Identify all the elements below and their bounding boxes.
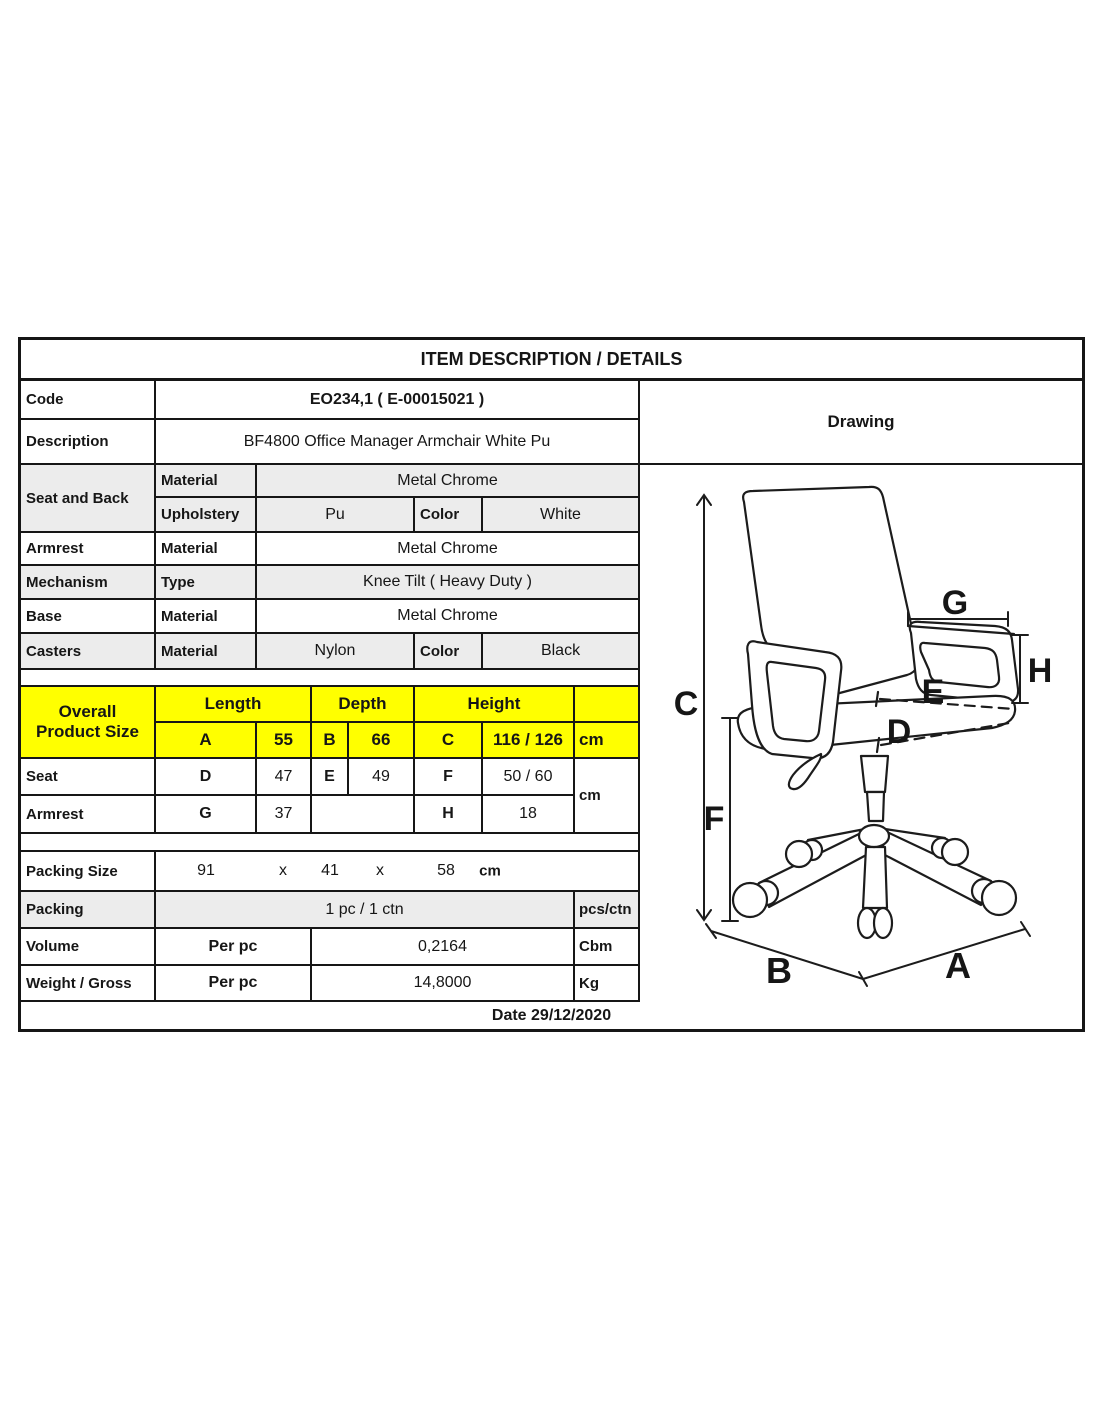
base-material-value: Metal Chrome bbox=[257, 600, 640, 634]
dim-g-value: 37 bbox=[257, 796, 312, 834]
seat-back-upholstery-value: Pu bbox=[257, 498, 415, 533]
dim-d-key: D bbox=[156, 759, 257, 796]
spacer-row bbox=[21, 834, 640, 852]
code-label: Code bbox=[21, 381, 156, 420]
seat-back-block bbox=[21, 465, 640, 533]
mechanism-type-value: Knee Tilt ( Heavy Duty ) bbox=[257, 566, 640, 600]
dim-e-value: 49 bbox=[349, 759, 415, 796]
dim-label-d: D bbox=[886, 713, 912, 751]
packing-size-x1: x bbox=[279, 862, 287, 879]
dim-g-key: G bbox=[156, 796, 257, 834]
depth-header: Depth bbox=[312, 687, 415, 723]
packing-size-dim2: 41 bbox=[321, 862, 339, 879]
armrest-group-label: Armrest bbox=[21, 533, 156, 566]
caster-lower-right bbox=[982, 881, 1016, 915]
volume-unit: Cbm bbox=[575, 929, 640, 966]
armrest-material-label: Material bbox=[156, 533, 257, 566]
overall-unit: cm bbox=[575, 723, 640, 759]
dim-label-b: B bbox=[766, 950, 792, 991]
seat-dims-label: Seat bbox=[21, 759, 156, 796]
description-row bbox=[21, 420, 640, 465]
spacer-row bbox=[21, 670, 640, 687]
length-header: Length bbox=[156, 687, 312, 723]
dim-line-c bbox=[697, 495, 711, 920]
chair-tilt-lever bbox=[789, 754, 821, 789]
seat-back-group-label: Seat and Back bbox=[21, 465, 156, 533]
weight-basis: Per pc bbox=[156, 966, 312, 1002]
dim-label-g: G bbox=[941, 584, 969, 622]
seat-armrest-dims-block bbox=[21, 759, 640, 834]
base-group-label: Base bbox=[21, 600, 156, 634]
code-value: EO234,1 ( E-00015021 ) bbox=[156, 381, 640, 420]
drawing-header: Drawing bbox=[640, 381, 1082, 465]
dim-c-value: 116 / 126 bbox=[483, 723, 575, 759]
chair-technical-drawing bbox=[640, 465, 1082, 1002]
seat-armrest-unit: cm bbox=[575, 759, 640, 834]
dim-c-key: C bbox=[415, 723, 483, 759]
armrest-dims-label: Armrest bbox=[21, 796, 156, 834]
seat-back-upholstery-label: Upholstery bbox=[156, 498, 257, 533]
packing-size-unit: cm bbox=[479, 862, 501, 880]
volume-label: Volume bbox=[21, 929, 156, 966]
dim-label-e: E bbox=[921, 673, 945, 711]
height-header: Height bbox=[415, 687, 575, 723]
seat-dims-row bbox=[21, 759, 575, 796]
seat-back-color-label: Color bbox=[415, 498, 483, 533]
casters-material-value: Nylon bbox=[257, 634, 415, 670]
date-row bbox=[21, 1002, 1082, 1029]
dim-h-value: 18 bbox=[483, 796, 575, 834]
packing-size-dim1: 91 bbox=[197, 862, 215, 879]
dim-label-f: F bbox=[703, 800, 725, 838]
casters-group-label: Casters bbox=[21, 634, 156, 670]
base-leg-front bbox=[863, 847, 887, 908]
packing-size-label: Packing Size bbox=[21, 852, 156, 892]
seat-back-material-value: Metal Chrome bbox=[257, 465, 640, 498]
casters-material-label: Material bbox=[156, 634, 257, 670]
dim-label-h: H bbox=[1027, 652, 1053, 690]
code-row bbox=[21, 381, 640, 420]
dim-a-value: 55 bbox=[257, 723, 312, 759]
sheet-body bbox=[21, 381, 1082, 1002]
spec-table bbox=[21, 381, 640, 1002]
weight-label: Weight / Gross bbox=[21, 966, 156, 1002]
packing-row bbox=[21, 892, 640, 929]
dim-f-value: 50 / 60 bbox=[483, 759, 575, 796]
packing-unit: pcs/ctn bbox=[575, 892, 640, 929]
base-hub bbox=[859, 825, 889, 847]
packing-size-dim3: 58 bbox=[437, 862, 455, 879]
sheet-title: ITEM DESCRIPTION / DETAILS bbox=[21, 340, 1082, 381]
base-material-label: Material bbox=[156, 600, 257, 634]
weight-value: 14,8000 bbox=[312, 966, 575, 1002]
chair-gas-lift-lower bbox=[867, 792, 884, 821]
description-label: Description bbox=[21, 420, 156, 465]
caster-front-right-wheel bbox=[874, 908, 892, 938]
mechanism-type-label: Type bbox=[156, 566, 257, 600]
volume-value: 0,2164 bbox=[312, 929, 575, 966]
dim-h-key: H bbox=[415, 796, 483, 834]
packing-size-row bbox=[21, 852, 640, 892]
drawing-area bbox=[640, 465, 1082, 1002]
item-description-table bbox=[18, 337, 1085, 1032]
weight-row bbox=[21, 966, 640, 1002]
weight-unit: Kg bbox=[575, 966, 640, 1002]
packing-label: Packing bbox=[21, 892, 156, 929]
size-header-blank bbox=[575, 687, 640, 723]
chair-left-armrest-inner bbox=[767, 662, 826, 741]
dim-b-key: B bbox=[312, 723, 349, 759]
volume-row bbox=[21, 929, 640, 966]
dim-label-a: A bbox=[945, 945, 971, 986]
dim-label-c: C bbox=[673, 685, 699, 723]
volume-basis: Per pc bbox=[156, 929, 312, 966]
dim-e-key: E bbox=[312, 759, 349, 796]
dim-a-key: A bbox=[156, 723, 257, 759]
dim-d-value: 47 bbox=[257, 759, 312, 796]
casters-color-value: Black bbox=[483, 634, 640, 670]
casters-color-label: Color bbox=[415, 634, 483, 670]
armrest-material-value: Metal Chrome bbox=[257, 533, 640, 566]
packing-size-x2: x bbox=[376, 862, 384, 879]
description-value: BF4800 Office Manager Armchair White Pu bbox=[156, 420, 640, 465]
armrest-row bbox=[21, 533, 640, 566]
overall-size-group-label: Overall Product Size bbox=[21, 687, 156, 759]
drawing-column bbox=[640, 381, 1082, 1002]
dim-b-value: 66 bbox=[349, 723, 415, 759]
seat-back-color-value: White bbox=[483, 498, 640, 533]
caster-upper-left bbox=[786, 841, 812, 867]
mechanism-group-label: Mechanism bbox=[21, 566, 156, 600]
seat-back-material-label: Material bbox=[156, 465, 257, 498]
armrest-dims-blank bbox=[312, 796, 415, 834]
armrest-dims-row bbox=[21, 796, 575, 834]
overall-size-block bbox=[21, 687, 640, 759]
casters-row bbox=[21, 634, 640, 670]
mechanism-row bbox=[21, 566, 640, 600]
date-value: Date 29/12/2020 bbox=[491, 1006, 612, 1024]
packing-value: 1 pc / 1 ctn bbox=[156, 892, 575, 929]
caster-upper-right bbox=[942, 839, 968, 865]
base-row bbox=[21, 600, 640, 634]
packing-size-value bbox=[156, 852, 640, 892]
dim-f-key: F bbox=[415, 759, 483, 796]
chair-gas-lift-upper bbox=[861, 756, 888, 792]
caster-lower-left bbox=[733, 883, 767, 917]
